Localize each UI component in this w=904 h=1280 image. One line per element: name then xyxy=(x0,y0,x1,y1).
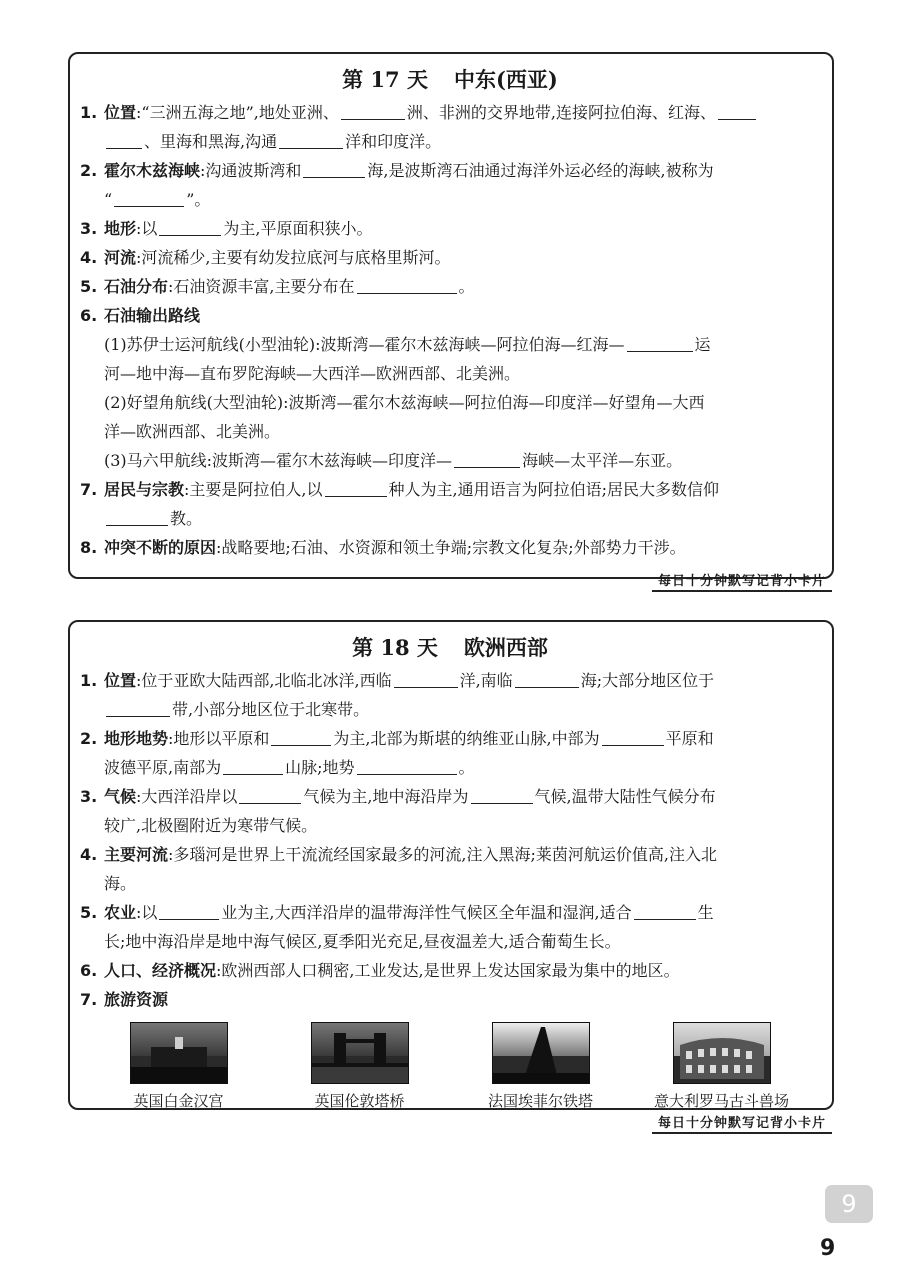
item-7-cont: 教。 xyxy=(80,504,820,533)
item-7: 7. 旅游资源 xyxy=(80,990,169,1009)
item-8: 8. 冲突不断的原因:战略要地;石油、水资源和领土争端;宗教文化复杂;外部势力干涉。 xyxy=(80,538,686,557)
item-3: 3. 地形:以 为主,平原面积狭小。 xyxy=(80,219,373,238)
eiffel-tower-photo xyxy=(492,1022,590,1084)
item-5: 5. 石油分布:石油资源丰富,主要分布在 。 xyxy=(80,277,475,296)
page-number: 9 xyxy=(820,1236,836,1261)
attraction-eiffel xyxy=(458,1022,623,1111)
card-footer: 每日十分钟默写记背小卡片 xyxy=(652,570,832,592)
item-2-cont: 波德平原,南部为 山脉;地势 。 xyxy=(104,758,475,777)
item-1: 1. 位置:“三洲五海之地”,地处亚洲、 洲、非洲的交界地带,连接阿拉伯海、红海、 xyxy=(80,98,820,127)
fill-blank[interactable] xyxy=(159,219,221,236)
fill-blank[interactable] xyxy=(718,103,756,120)
card-title xyxy=(80,64,820,94)
fill-blank[interactable] xyxy=(271,729,331,746)
item-1-cont: 、里海和黑海,沟通 洋和印度洋。 xyxy=(80,127,820,156)
card-day-18 xyxy=(68,620,834,1110)
attraction-label: 意大利罗马古斗兽场 xyxy=(653,1092,789,1110)
fill-blank[interactable] xyxy=(114,190,184,207)
item-7: 7. 居民与宗教:主要是阿拉伯人,以 种人为主,通用语言为阿拉伯语;居民大多数信仰 xyxy=(80,480,719,499)
item-6: 6. 人口、经济概况:欧洲西部人口稠密,工业发达,是世界上发达国家最为集中的地区。 xyxy=(80,961,680,980)
fill-blank[interactable] xyxy=(634,903,696,920)
item-3: 3. 气候:大西洋沿岸以 气候为主,地中海沿岸为 气候,温带大陆性气候分布 xyxy=(80,787,716,806)
fill-blank[interactable] xyxy=(106,132,142,149)
attraction-label: 法国埃菲尔铁塔 xyxy=(487,1092,593,1110)
item-4: 4. 河流:河流稀少,主要有幼发拉底河与底格里斯河。 xyxy=(80,248,451,267)
attraction-label: 英国伦敦塔桥 xyxy=(314,1092,405,1110)
route-1-cont: 河—地中海—直布罗陀海峡—大西洋—欧洲西部、北美洲。 xyxy=(104,364,521,383)
fill-blank[interactable] xyxy=(106,509,168,526)
route-3: (3)马六甲航线:波斯湾—霍尔木兹海峡—印度洋— 海峡—太平洋—东亚。 xyxy=(104,451,683,470)
item-3-cont: 较广,北极圈附近为寒带气候。 xyxy=(104,816,318,835)
day-label: 第 18 天 xyxy=(352,635,438,660)
item-2-cont: “ ”。 xyxy=(104,190,211,209)
fill-blank[interactable] xyxy=(357,758,457,775)
attraction-label: 英国白金汉宫 xyxy=(133,1092,224,1110)
fill-blank[interactable] xyxy=(602,729,664,746)
page-badge: 9 xyxy=(825,1185,873,1223)
tower-bridge-photo xyxy=(311,1022,409,1084)
fill-blank[interactable] xyxy=(394,671,458,688)
topic-label: 中东(西亚) xyxy=(453,67,558,92)
fill-blank[interactable] xyxy=(515,671,579,688)
fill-blank[interactable] xyxy=(627,335,693,352)
attraction-tower-bridge xyxy=(277,1022,442,1111)
route-1: (1)苏伊士运河航线(小型油轮):波斯湾—霍尔木兹海峡—阿拉伯海—红海— 运 xyxy=(104,335,711,354)
route-2: (2)好望角航线(大型油轮):波斯湾—霍尔木兹海峡—阿拉伯海—印度洋—好望角—大西 xyxy=(104,393,705,412)
item-4-cont: 海。 xyxy=(104,874,137,893)
fill-blank[interactable] xyxy=(279,132,343,149)
card-title xyxy=(80,632,820,662)
item-5-cont: 长;地中海沿岸是地中海气候区,夏季阳光充足,昼夜温差大,适合葡萄生长。 xyxy=(104,932,621,951)
item-1-cont: 带,小部分地区位于北寒带。 xyxy=(80,695,820,724)
fill-blank[interactable] xyxy=(106,700,170,717)
fill-blank[interactable] xyxy=(239,787,301,804)
fill-blank[interactable] xyxy=(325,480,387,497)
buckingham-palace-photo xyxy=(130,1022,228,1084)
item-2: 2. 地形地势:地形以平原和 为主,北部为斯堪的纳维亚山脉,中部为 平原和 xyxy=(80,729,714,748)
attraction-gallery xyxy=(80,1022,820,1111)
fill-blank[interactable] xyxy=(303,161,365,178)
item-6: 6. 石油输出路线 xyxy=(80,306,201,325)
fill-blank[interactable] xyxy=(454,451,520,468)
route-2-cont: 洋—欧洲西部、北美洲。 xyxy=(104,422,281,441)
attraction-colosseum xyxy=(639,1022,804,1111)
item-4: 4. 主要河流:多瑙河是世界上干流流经国家最多的河流,注入黑海;莱茵河航运价值高,注入北 xyxy=(80,845,717,864)
card-footer: 每日十分钟默写记背小卡片 xyxy=(652,1112,832,1134)
item-5: 5. 农业:以 业为主,大西洋沿岸的温带海洋性气候区全年温和湿润,适合 生 xyxy=(80,903,714,922)
fill-blank[interactable] xyxy=(223,758,283,775)
fill-blank[interactable] xyxy=(471,787,533,804)
fill-blank[interactable] xyxy=(341,103,405,120)
topic-label: 欧洲西部 xyxy=(463,635,548,660)
item-1: 1. 位置:位于亚欧大陆西部,北临北冰洋,西临 洋,南临 海;大部分地区位于 xyxy=(80,671,715,690)
colosseum-photo xyxy=(673,1022,771,1084)
fill-blank[interactable] xyxy=(159,903,219,920)
item-2: 2. 霍尔木兹海峡:沟通波斯湾和 海,是波斯湾石油通过海洋外运必经的海峡,被称为 xyxy=(80,161,714,180)
fill-blank[interactable] xyxy=(357,277,457,294)
attraction-buckingham xyxy=(96,1022,261,1111)
card-day-17 xyxy=(68,52,834,579)
day-label: 第 17 天 xyxy=(342,67,428,92)
